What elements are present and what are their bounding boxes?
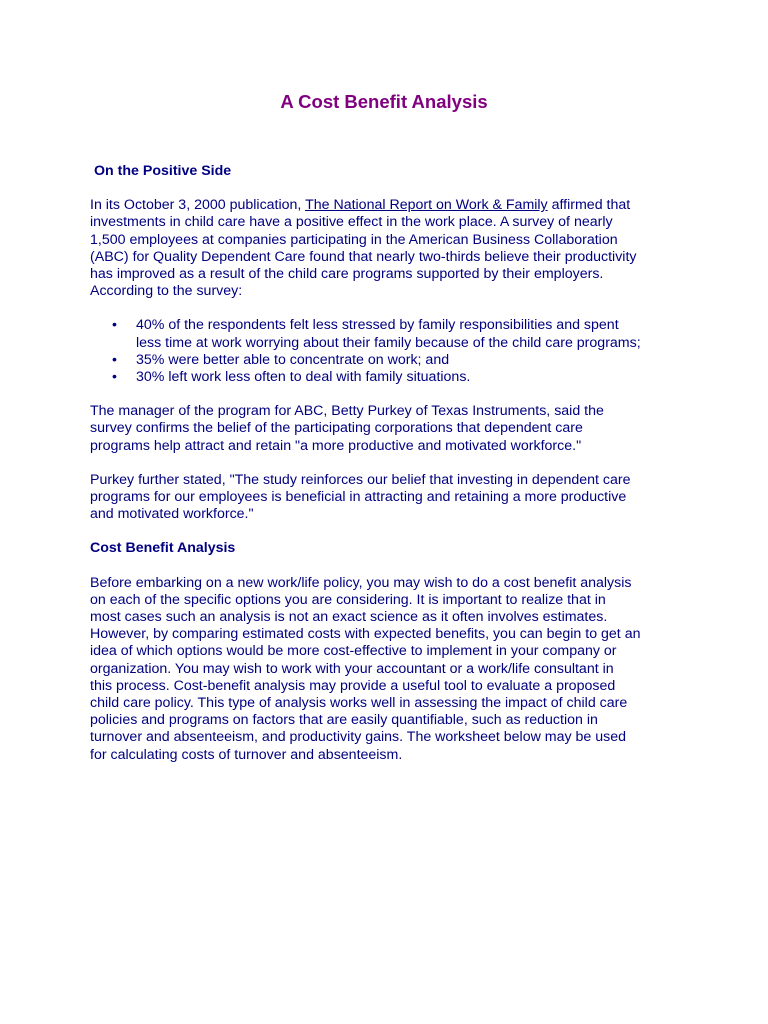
section-heading-cost-benefit: Cost Benefit Analysis bbox=[90, 540, 236, 557]
paragraph-manager-quote bbox=[90, 403, 690, 455]
paragraph-line: (ABC) for Quality Dependent Care found that nearly two-thirds believe their productivity bbox=[90, 248, 637, 265]
paragraph-line: policies and programs on factors that are easily quantifiable, such as reduction in bbox=[90, 712, 598, 729]
paragraph-line: child care policy. This type of analysis works well in assessing the impact of child care bbox=[90, 695, 628, 712]
section-heading-positive-side: On the Positive Side bbox=[94, 163, 232, 179]
paragraph-line: survey confirms the belief of the participating corporations that dependent care bbox=[90, 420, 583, 437]
paragraph-line: According to the survey: bbox=[90, 283, 243, 300]
paragraph-line: programs help attract and retain "a more productive and motivated workforce." bbox=[90, 437, 582, 454]
paragraph-line: 1,500 employees at companies participating in the American Business Collaboration bbox=[90, 231, 618, 248]
paragraph-line: programs for our employees is beneficial in attracting and retaining a more productive bbox=[90, 489, 627, 506]
paragraph-line: investments in child care have a positive effect in the work place. A survey of nearly bbox=[90, 214, 613, 231]
list-item-line: 35% were better able to concentrate on work; and bbox=[136, 351, 450, 368]
survey-results-list bbox=[90, 317, 690, 386]
list-item bbox=[90, 352, 690, 369]
paragraph-line: turnover and absenteeism, and productivity gains. The worksheet below may be used bbox=[90, 729, 627, 746]
paragraph-line: on each of the specific options you are considering. It is important to realize that in bbox=[90, 591, 606, 608]
text-segment: affirmed that bbox=[547, 197, 631, 214]
paragraph-line: Purkey further stated, "The study reinforces our belief that investing in dependent care bbox=[90, 471, 631, 488]
paragraph-line: However, by comparing estimated costs with expected benefits, you can begin to get an bbox=[90, 626, 641, 643]
paragraph-line: has improved as a result of the child care programs supported by their employers. bbox=[90, 266, 604, 283]
paragraph-line: this process. Cost-benefit analysis may provide a useful tool to evaluate a proposed bbox=[90, 677, 616, 694]
paragraph-survey-intro bbox=[90, 197, 690, 300]
paragraph-line bbox=[90, 197, 690, 214]
paragraph-line: The manager of the program for ABC, Betty Purkey of Texas Instruments, said the bbox=[90, 403, 604, 420]
list-item bbox=[90, 317, 690, 351]
list-item-line: 40% of the respondents felt less stressed by family responsibilities and spent bbox=[136, 317, 619, 334]
paragraph-line: idea of which options would be more cost-effective to implement in your company or bbox=[90, 643, 617, 660]
list-item-line: 30% left work less often to deal with family situations. bbox=[136, 369, 471, 386]
paragraph-line: for calculating costs of turnover and absenteeism. bbox=[90, 746, 403, 763]
document-body bbox=[90, 163, 690, 781]
bullet-icon: • bbox=[112, 351, 117, 368]
report-link[interactable]: The National Report on Work & Family bbox=[305, 197, 548, 214]
bullet-icon: • bbox=[112, 317, 117, 334]
paragraph-line: Before embarking on a new work/life policy, you may wish to do a cost benefit analysis bbox=[90, 574, 632, 591]
list-item bbox=[90, 369, 690, 386]
paragraph-line: and motivated workforce." bbox=[90, 506, 254, 523]
page-title: A Cost Benefit Analysis bbox=[280, 91, 488, 112]
paragraph-purkey-statement bbox=[90, 472, 690, 524]
text-segment: In its October 3, 2000 publication, bbox=[90, 197, 306, 214]
bullet-icon: • bbox=[112, 369, 117, 386]
list-item-line: less time at work worrying about their family because of the child care programs; bbox=[136, 334, 641, 351]
paragraph-line: organization. You may wish to work with your accountant or a work/life consultant in bbox=[90, 660, 614, 677]
paragraph-line: most cases such an analysis is not an exact science as it often involves estimates. bbox=[90, 609, 608, 626]
paragraph-cost-benefit bbox=[90, 575, 690, 764]
